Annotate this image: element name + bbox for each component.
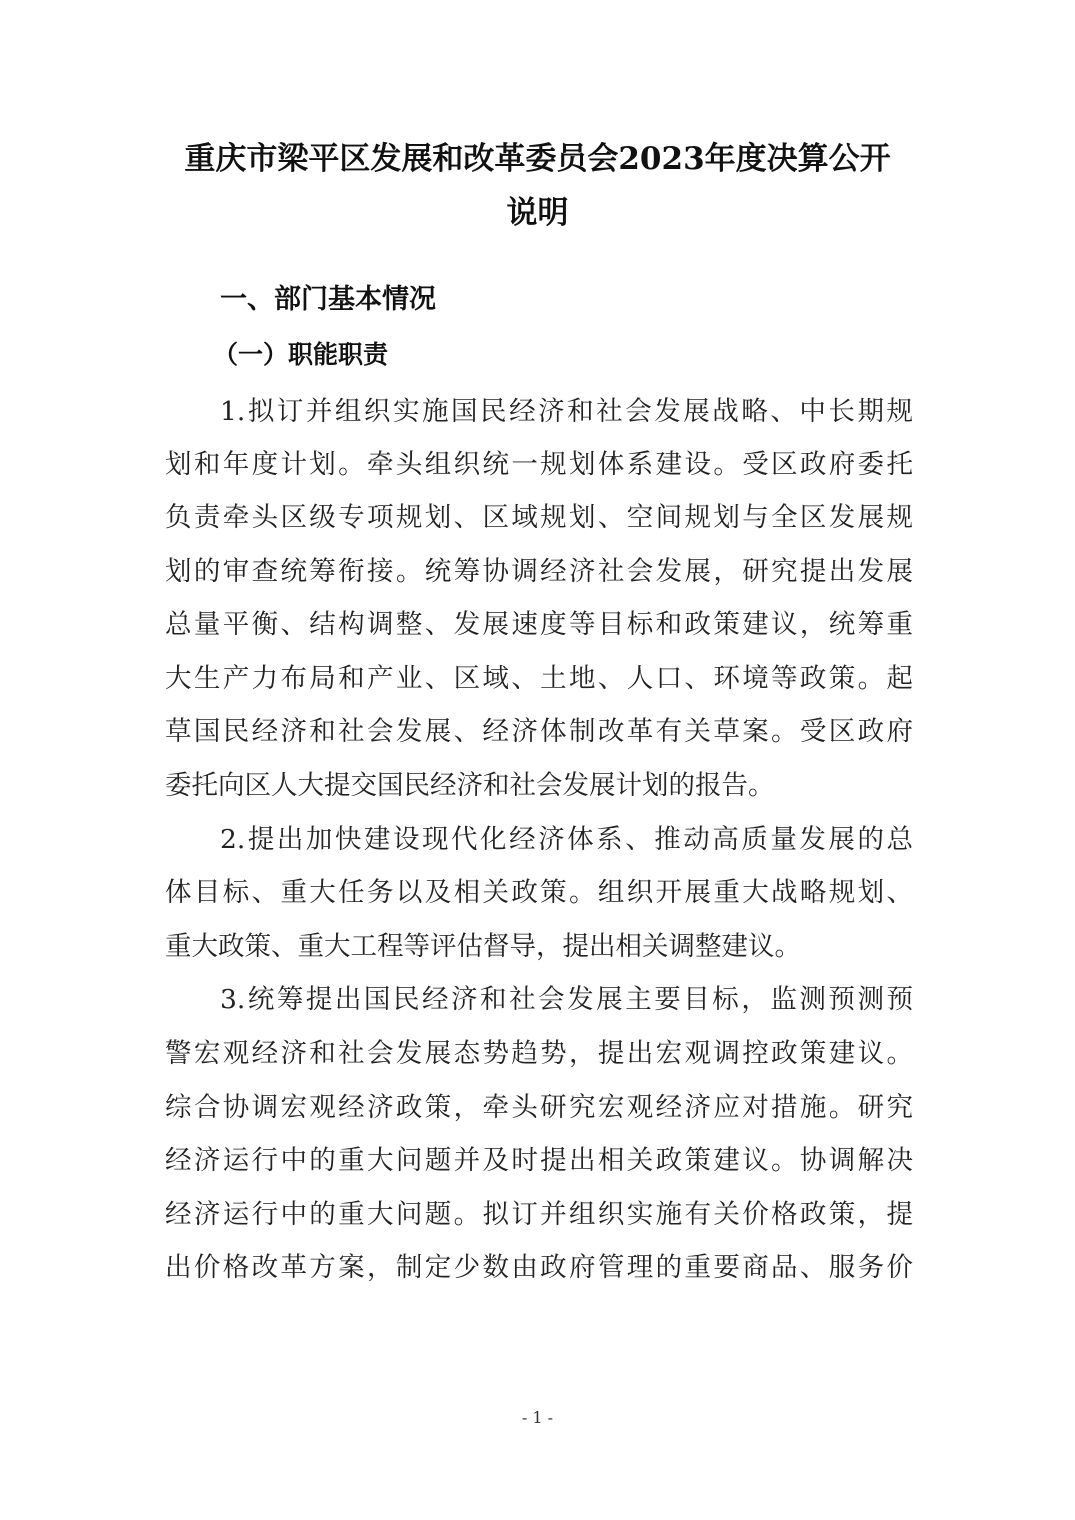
paragraph-line: 1.拟订并组织实施国民经济和社会发展战略、中长期规 <box>220 396 913 427</box>
page-number: - 1 - <box>521 1408 554 1427</box>
paragraph-line: 划的审查统筹衔接。统筹协调经济社会发展，研究提出发展 <box>165 556 913 587</box>
paragraph-line: 委托向区人大提交国民经济和社会发展计划的报告。 <box>165 770 775 801</box>
subsection-heading: （一）职能职责 <box>213 340 389 369</box>
paragraph-line: 负责牵头区级专项规划、区域规划、空间规划与全区发展规 <box>165 502 913 533</box>
paragraph-line: 综合协调宏观经济政策，牵头研究宏观经济应对措施。研究 <box>165 1092 913 1123</box>
paragraph-line: 出价格改革方案，制定少数由政府管理的重要商品、服务价 <box>165 1252 913 1283</box>
paragraph-line: 重大政策、重大工程等评估督导，提出相关调整建议。 <box>165 931 801 962</box>
document-title-line-1: 重庆市梁平区发展和改革委员会2023年度决算公开 <box>184 141 891 177</box>
document-title-line-2: 说明 <box>506 195 569 231</box>
paragraph-line: 3.统筹提出国民经济和社会发展主要目标，监测预测预 <box>220 984 913 1015</box>
paragraph-line: 2.提出加快建设现代化经济体系、推动高质量发展的总 <box>220 824 913 855</box>
paragraph-line: 划和年度计划。牵头组织统一规划体系建设。受区政府委托 <box>165 449 913 480</box>
paragraph-line: 体目标、重大任务以及相关政策。组织开展重大战略规划、 <box>165 877 913 908</box>
paragraph-line: 警宏观经济和社会发展态势趋势，提出宏观调控政策建议。 <box>165 1038 913 1069</box>
paragraph-line: 大生产力布局和产业、区域、土地、人口、环境等政策。起 <box>165 663 913 694</box>
section-heading: 一、部门基本情况 <box>220 284 436 315</box>
paragraph-line: 经济运行中的重大问题并及时提出相关政策建议。协调解决 <box>165 1145 913 1176</box>
paragraph-line: 草国民经济和社会发展、经济体制改革有关草案。受区政府 <box>165 716 913 747</box>
paragraph-line: 经济运行中的重大问题。拟订并组织实施有关价格政策，提 <box>165 1199 913 1230</box>
paragraph-line: 总量平衡、结构调整、发展速度等目标和政策建议，统筹重 <box>165 609 913 640</box>
